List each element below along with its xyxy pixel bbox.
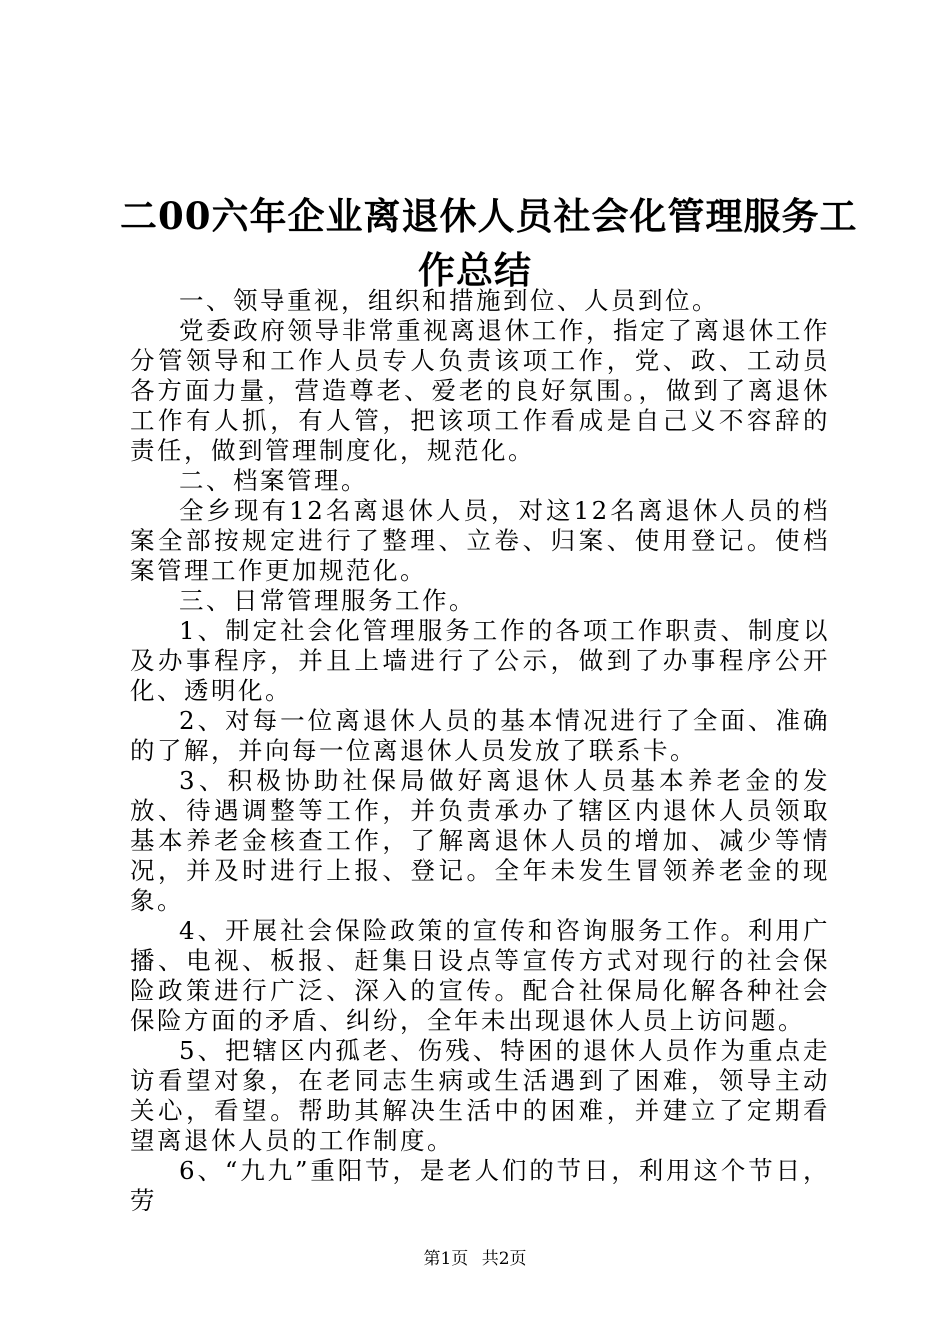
document-body bbox=[130, 286, 830, 1216]
paragraph: 3、积极协助社保局做好离退休人员基本养老金的发放、待遇调整等工作，并负责承办了辖区内退休人员领取基本养老金核查工作，了解离退休人员的增加、减少等情况，并及时进行上报、登记。全年未发生冒领养老金的现象。 bbox=[130, 766, 830, 915]
section-heading: 二、档案管理。 bbox=[179, 466, 368, 495]
paragraph: 全乡现有12名离退休人员，对这12名离退休人员的档案全部按规定进行了整理、立卷、归案、使用登记。使档案管理工作更加规范化。 bbox=[130, 496, 830, 585]
paragraph: 党委政府领导非常重视离退休工作，指定了离退休工作分管领导和工作人员专人负责该项工作，党、政、工动员各方面力量，营造尊老、爱老的良好氛围。，做到了离退休工作有人抓，有人管，把该项工作看成是自己义不容辞的责任，做到管理制度化，规范化。 bbox=[130, 316, 830, 465]
section-heading: 三、日常管理服务工作。 bbox=[179, 586, 476, 615]
paragraph: 4、开展社会保险政策的宣传和咨询服务工作。利用广播、电视、板报、赶集日设点等宣传方式对现行的社会保险政策进行广泛、深入的宣传。配合社保局化解各种社会保险方面的矛盾、纠纷，全年未出现退休人员上访问题。 bbox=[130, 916, 830, 1035]
section-heading: 一、领导重视，组织和措施到位、人员到位。 bbox=[179, 286, 719, 315]
document-title-line-1: 二00六年企业离退休人员社会化管理服务工 bbox=[120, 194, 858, 238]
paragraph: 2、对每一位离退休人员的基本情况进行了全面、准确的了解，并向每一位离退休人员发放了联系卡。 bbox=[130, 706, 830, 765]
paragraph: 1、制定社会化管理服务工作的各项工作职责、制度以及办事程序，并且上墙进行了公示，做到了办事程序公开化、透明化。 bbox=[130, 616, 830, 705]
paragraph: 6、“九九”重阳节，是老人们的节日，利用这个节日，劳 bbox=[130, 1156, 830, 1215]
page-total: 共2页 bbox=[481, 1249, 527, 1269]
document-title-line-2: 作总结 bbox=[418, 248, 532, 292]
paragraph: 5、把辖区内孤老、伤残、特困的退休人员作为重点走访看望对象，在老同志生病或生活遇到了困难，领导主动关心，看望。帮助其解决生活中的困难，并建立了定期看望离退休人员的工作制度。 bbox=[130, 1036, 830, 1155]
page-footer bbox=[0, 1244, 950, 1269]
page-number: 第1页 bbox=[423, 1249, 469, 1269]
